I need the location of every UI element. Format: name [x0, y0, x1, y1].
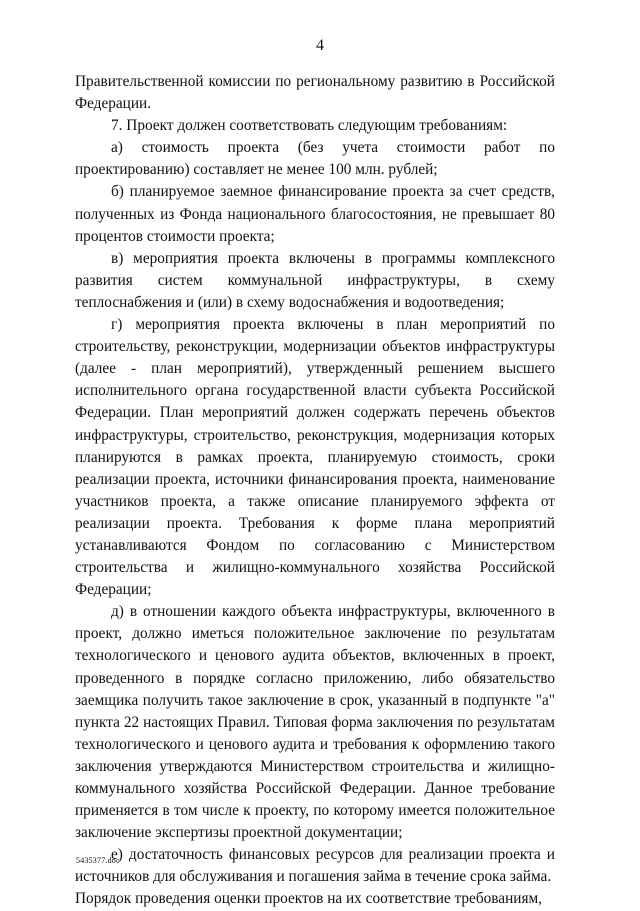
paragraph-item-7: 7. Проект должен соответствовать следующим требованиям:: [111, 117, 508, 135]
document-body: [75, 71, 555, 911]
paragraph-subitem-d: д) в отношении каждого объекта инфраструктуры, включенного в проект, должно иметься положительное заключение по результатам технологического и ценового аудита объектов, включенных в проект, проведенного в порядке согласно приложению, либо обязательство заемщика получить такое заключение в срок, указанный в подпункте "а" пункта 22 настоящих Правил. Типовая форма заключения по результатам технологического и ценового аудита и требования к оформлению такого заключения утверждаются Министерством строительства и жилищно-коммунального хозяйства Российской Федерации. Данное требование применяется в том числе к проекту, по которому имеется положительное заключение экспертизы проектной документации;: [75, 603, 555, 842]
paragraph-subitem-e: е) достаточность финансовых ресурсов для реализации проекта и источников для обслуживания и погашения займа в течение срока займа.: [75, 846, 555, 886]
paragraph-continuation: Правительственной комиссии по региональному развитию в Российской Федерации.: [75, 73, 555, 113]
page-number: 4: [316, 37, 324, 54]
paragraph-subitem-g: г) мероприятия проекта включены в план мероприятий по строительству, реконструкции, модернизации объектов инфраструктуры (далее - план мероприятий), утвержденный решением высшего исполнительного органа государственной власти субъекта Российской Федерации. План мероприятий должен содержать перечень объектов инфраструктуры, строительство, реконструкция, модернизация которых планируются в рамках проекта, планируемую стоимость, сроки реализации проекта, источники финансирования проекта, наименование участников проекта, а также описание планируемого эффекта от реализации проекта. Требования к форме плана мероприятий устанавливаются Фондом по согласованию с Министерством строительства и жилищно-коммунального хозяйства Российской Федерации;: [75, 316, 555, 599]
paragraph-subitem-b: б) планируемое заемное финансирование проекта за счет средств, полученных из Фонда национального благосостояния, не превышает 80 процентов стоимости проекта;: [75, 183, 555, 245]
paragraph-subitem-v: в) мероприятия проекта включены в программы комплексного развития систем коммунальной инфраструктуры, в схему теплоснабжения и (или) в схему водоснабжения и водоотведения;: [75, 249, 555, 311]
paragraph-procedure: Порядок проведения оценки проектов на их соответствие требованиям,: [75, 890, 542, 908]
footer-doc-id: 5435377.doc: [76, 856, 120, 865]
paragraph-subitem-a: а) стоимость проекта (без учета стоимости работ по проектированию) составляет не менее 100 млн. рублей;: [75, 139, 555, 179]
